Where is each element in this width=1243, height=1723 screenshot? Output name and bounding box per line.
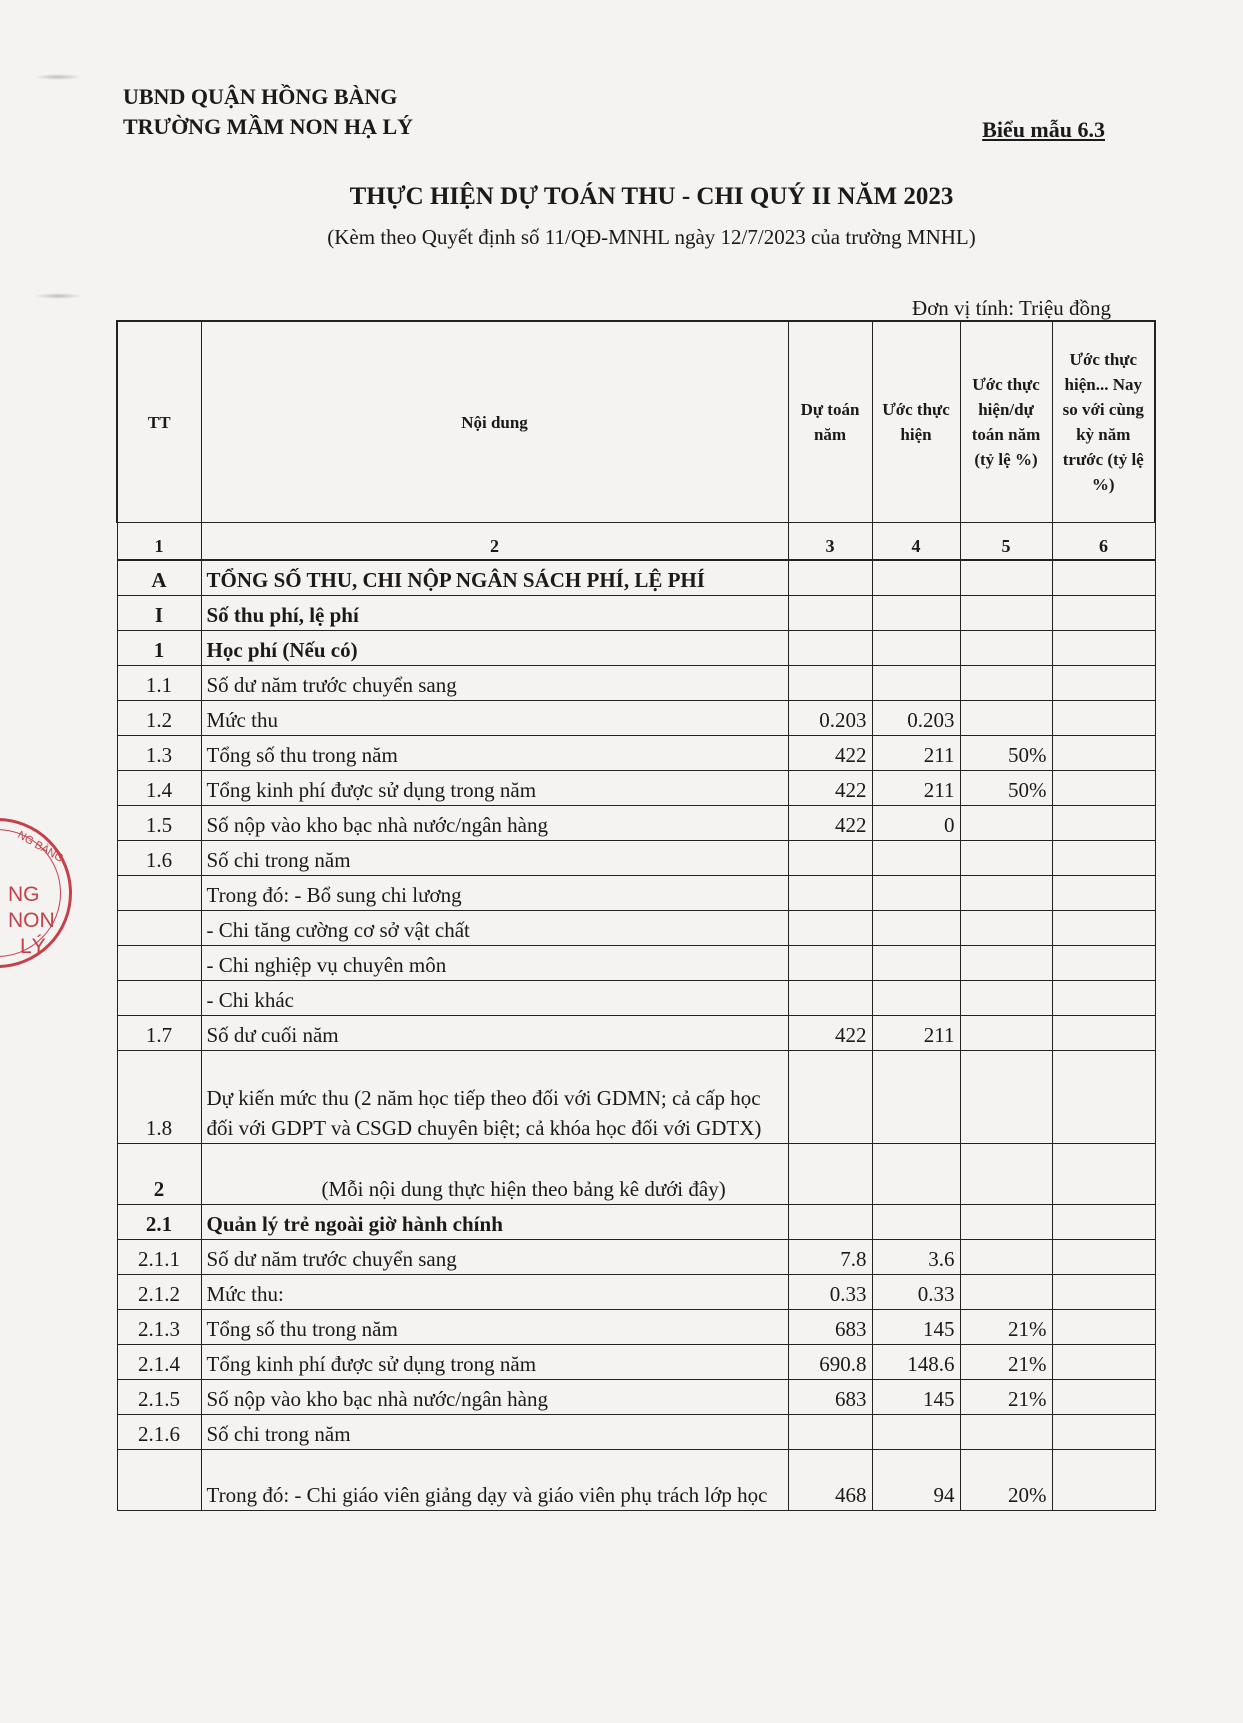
cell-budget: 690.8 xyxy=(788,1345,872,1380)
cell-yoy xyxy=(1052,1310,1155,1345)
cell-tt: 2.1.3 xyxy=(117,1310,201,1345)
cell-budget xyxy=(788,981,872,1016)
cell-tt: 2.1.6 xyxy=(117,1415,201,1450)
cell-ratio: 50% xyxy=(960,736,1052,771)
cell-tt: 2.1 xyxy=(117,1205,201,1240)
cell-tt: 1.5 xyxy=(117,806,201,841)
cell-yoy xyxy=(1052,1380,1155,1415)
budget-table xyxy=(116,320,1156,1511)
cell-content: Số chi trong năm xyxy=(201,1415,788,1450)
org-line-1: UBND QUẬN HỒNG BÀNG xyxy=(123,84,398,109)
cell-yoy xyxy=(1052,876,1155,911)
seal-text-line-1: NG xyxy=(8,883,40,906)
column-header-estimate: Ước thực hiện xyxy=(872,321,960,523)
table-row xyxy=(117,1415,1155,1450)
cell-estimate: 145 xyxy=(872,1310,960,1345)
table-row xyxy=(117,841,1155,876)
cell-content: Số nộp vào kho bạc nhà nước/ngân hàng xyxy=(201,806,788,841)
table-row xyxy=(117,1275,1155,1310)
cell-budget xyxy=(788,1205,872,1240)
cell-yoy xyxy=(1052,911,1155,946)
table-row xyxy=(117,1144,1155,1205)
cell-tt: 1.1 xyxy=(117,666,201,701)
cell-yoy xyxy=(1052,806,1155,841)
column-number: 2 xyxy=(201,523,788,561)
cell-budget xyxy=(788,666,872,701)
table-header-row xyxy=(117,321,1155,523)
cell-ratio xyxy=(960,1275,1052,1310)
cell-estimate xyxy=(872,946,960,981)
cell-yoy xyxy=(1052,1450,1155,1511)
cell-ratio xyxy=(960,1240,1052,1275)
cell-yoy xyxy=(1052,666,1155,701)
cell-content: Số dư năm trước chuyển sang xyxy=(201,1240,788,1275)
cell-ratio xyxy=(960,981,1052,1016)
cell-yoy xyxy=(1052,701,1155,736)
cell-yoy xyxy=(1052,946,1155,981)
column-header-content: Nội dung xyxy=(201,321,788,523)
column-number-row xyxy=(117,523,1155,561)
cell-ratio xyxy=(960,806,1052,841)
cell-tt: 1.4 xyxy=(117,771,201,806)
cell-tt: 2.1.2 xyxy=(117,1275,201,1310)
column-header-budget: Dự toán năm xyxy=(788,321,872,523)
cell-ratio xyxy=(960,841,1052,876)
cell-estimate: 0.33 xyxy=(872,1275,960,1310)
cell-budget xyxy=(788,876,872,911)
form-code: Biểu mẫu 6.3 xyxy=(982,117,1105,142)
seal-arc-text-top: NG BÀNG xyxy=(15,829,66,865)
cell-tt xyxy=(117,876,201,911)
cell-tt: 2 xyxy=(117,1144,201,1205)
cell-estimate: 0 xyxy=(872,806,960,841)
cell-estimate xyxy=(872,631,960,666)
cell-ratio xyxy=(960,1205,1052,1240)
cell-budget: 0.33 xyxy=(788,1275,872,1310)
table-row xyxy=(117,771,1155,806)
cell-ratio xyxy=(960,946,1052,981)
cell-estimate xyxy=(872,981,960,1016)
cell-content: Quản lý trẻ ngoài giờ hành chính xyxy=(201,1205,788,1240)
column-number: 6 xyxy=(1052,523,1155,561)
cell-tt: 2.1.4 xyxy=(117,1345,201,1380)
cell-ratio: 20% xyxy=(960,1450,1052,1511)
official-seal xyxy=(0,818,72,968)
table-row xyxy=(117,806,1155,841)
cell-budget xyxy=(788,1051,872,1144)
table-row xyxy=(117,876,1155,911)
cell-yoy xyxy=(1052,736,1155,771)
table-row xyxy=(117,1450,1155,1511)
cell-budget: 0.203 xyxy=(788,701,872,736)
table-row xyxy=(117,1051,1155,1144)
cell-ratio xyxy=(960,1144,1052,1205)
cell-content: Học phí (Nếu có) xyxy=(201,631,788,666)
cell-content: Số dư cuối năm xyxy=(201,1016,788,1051)
cell-estimate xyxy=(872,560,960,596)
cell-budget xyxy=(788,1144,872,1205)
cell-ratio: 50% xyxy=(960,771,1052,806)
cell-budget: 422 xyxy=(788,806,872,841)
cell-tt: 1 xyxy=(117,631,201,666)
cell-budget: 422 xyxy=(788,736,872,771)
cell-tt xyxy=(117,981,201,1016)
cell-ratio xyxy=(960,560,1052,596)
cell-yoy xyxy=(1052,771,1155,806)
seal-text-line-2: NON xyxy=(8,909,55,932)
organization-header xyxy=(123,82,413,142)
table-row xyxy=(117,1380,1155,1415)
cell-content: Mức thu xyxy=(201,701,788,736)
cell-yoy xyxy=(1052,596,1155,631)
cell-budget: 7.8 xyxy=(788,1240,872,1275)
cell-budget: 422 xyxy=(788,771,872,806)
cell-content: Trong đó: - Bổ sung chi lương xyxy=(201,876,788,911)
cell-ratio xyxy=(960,596,1052,631)
table-row xyxy=(117,981,1155,1016)
table-row xyxy=(117,1016,1155,1051)
cell-estimate: 3.6 xyxy=(872,1240,960,1275)
cell-content: Số nộp vào kho bạc nhà nước/ngân hàng xyxy=(201,1380,788,1415)
cell-ratio xyxy=(960,876,1052,911)
cell-tt: 1.7 xyxy=(117,1016,201,1051)
cell-content: (Mỗi nội dung thực hiện theo bảng kê dưới đây) xyxy=(201,1144,788,1205)
cell-content: Tổng số thu trong năm xyxy=(201,1310,788,1345)
cell-estimate: 148.6 xyxy=(872,1345,960,1380)
cell-yoy xyxy=(1052,981,1155,1016)
cell-ratio xyxy=(960,701,1052,736)
column-header-ratio: Ước thực hiện/dự toán năm (tỷ lệ %) xyxy=(960,321,1052,523)
cell-ratio xyxy=(960,666,1052,701)
table-row xyxy=(117,631,1155,666)
cell-yoy xyxy=(1052,1016,1155,1051)
table-row xyxy=(117,596,1155,631)
cell-yoy xyxy=(1052,1275,1155,1310)
cell-yoy xyxy=(1052,631,1155,666)
unit-label: Đơn vị tính: Triệu đồng xyxy=(912,296,1111,320)
cell-yoy xyxy=(1052,560,1155,596)
cell-yoy xyxy=(1052,1205,1155,1240)
cell-yoy xyxy=(1052,1144,1155,1205)
cell-content: - Chi nghiệp vụ chuyên môn xyxy=(201,946,788,981)
document-title: THỰC HIỆN DỰ TOÁN THU - CHI QUÝ II NĂM 2023 xyxy=(349,183,954,210)
table-row xyxy=(117,1205,1155,1240)
cell-ratio xyxy=(960,1016,1052,1051)
cell-content: Số thu phí, lệ phí xyxy=(201,596,788,631)
cell-budget xyxy=(788,946,872,981)
cell-estimate: 211 xyxy=(872,736,960,771)
cell-estimate xyxy=(872,1415,960,1450)
cell-content: Dự kiến mức thu (2 năm học tiếp theo đối với GDMN; cả cấp học đối với GDPT và CSGD chuyên biệt; cả khóa học đối với GDTX) xyxy=(201,1051,788,1144)
cell-yoy xyxy=(1052,1415,1155,1450)
cell-budget xyxy=(788,911,872,946)
cell-estimate: 211 xyxy=(872,1016,960,1051)
table-row xyxy=(117,736,1155,771)
cell-ratio xyxy=(960,631,1052,666)
column-header-tt: TT xyxy=(117,321,201,523)
cell-budget xyxy=(788,631,872,666)
table-row xyxy=(117,1345,1155,1380)
cell-budget: 683 xyxy=(788,1380,872,1415)
table-row xyxy=(117,666,1155,701)
column-number: 3 xyxy=(788,523,872,561)
cell-ratio: 21% xyxy=(960,1310,1052,1345)
table-row xyxy=(117,701,1155,736)
cell-estimate xyxy=(872,876,960,911)
cell-tt xyxy=(117,1450,201,1511)
cell-tt: 1.8 xyxy=(117,1051,201,1144)
cell-estimate xyxy=(872,596,960,631)
cell-estimate: 94 xyxy=(872,1450,960,1511)
table-row xyxy=(117,946,1155,981)
cell-budget xyxy=(788,596,872,631)
cell-content: TỔNG SỐ THU, CHI NỘP NGÂN SÁCH PHÍ, LỆ PHÍ xyxy=(201,560,788,596)
seal-text-line-3: LÝ xyxy=(20,935,46,958)
cell-yoy xyxy=(1052,1240,1155,1275)
cell-estimate xyxy=(872,1051,960,1144)
cell-tt xyxy=(117,946,201,981)
cell-budget xyxy=(788,841,872,876)
cell-tt: 2.1.5 xyxy=(117,1380,201,1415)
cell-estimate: 0.203 xyxy=(872,701,960,736)
cell-content: Số chi trong năm xyxy=(201,841,788,876)
cell-content: Tổng kinh phí được sử dụng trong năm xyxy=(201,771,788,806)
cell-tt: 1.6 xyxy=(117,841,201,876)
cell-yoy xyxy=(1052,1051,1155,1144)
cell-ratio: 21% xyxy=(960,1345,1052,1380)
cell-budget: 468 xyxy=(788,1450,872,1511)
cell-tt: A xyxy=(117,560,201,596)
scan-speck xyxy=(34,74,82,80)
cell-budget xyxy=(788,1415,872,1450)
column-number: 1 xyxy=(117,523,201,561)
cell-estimate xyxy=(872,1205,960,1240)
cell-tt: 2.1.1 xyxy=(117,1240,201,1275)
cell-estimate: 145 xyxy=(872,1380,960,1415)
cell-ratio: 21% xyxy=(960,1380,1052,1415)
cell-budget: 422 xyxy=(788,1016,872,1051)
scan-speck xyxy=(34,293,82,299)
cell-content: - Chi khác xyxy=(201,981,788,1016)
cell-content: Tổng số thu trong năm xyxy=(201,736,788,771)
cell-content: Trong đó: - Chi giáo viên giảng dạy và giáo viên phụ trách lớp học xyxy=(201,1450,788,1511)
cell-budget: 683 xyxy=(788,1310,872,1345)
cell-ratio xyxy=(960,1051,1052,1144)
column-number: 5 xyxy=(960,523,1052,561)
cell-estimate xyxy=(872,911,960,946)
table-row xyxy=(117,1240,1155,1275)
cell-tt: 1.3 xyxy=(117,736,201,771)
cell-tt: 1.2 xyxy=(117,701,201,736)
column-number: 4 xyxy=(872,523,960,561)
cell-ratio xyxy=(960,1415,1052,1450)
cell-estimate: 211 xyxy=(872,771,960,806)
cell-yoy xyxy=(1052,1345,1155,1380)
table-row xyxy=(117,1310,1155,1345)
table-row xyxy=(117,560,1155,596)
cell-content: Số dư năm trước chuyển sang xyxy=(201,666,788,701)
cell-estimate xyxy=(872,841,960,876)
cell-ratio xyxy=(960,911,1052,946)
cell-budget xyxy=(788,560,872,596)
cell-yoy xyxy=(1052,841,1155,876)
cell-tt: I xyxy=(117,596,201,631)
org-line-2: TRƯỜNG MẦM NON HẠ LÝ xyxy=(123,114,414,139)
table-row xyxy=(117,911,1155,946)
cell-tt xyxy=(117,911,201,946)
cell-content: - Chi tăng cường cơ sở vật chất xyxy=(201,911,788,946)
column-header-yoy: Ước thực hiện... Nay so với cùng kỳ năm trước (tỷ lệ %) xyxy=(1052,321,1155,523)
document-subtitle: (Kèm theo Quyết định số 11/QĐ-MNHL ngày 12/7/2023 của trường MNHL) xyxy=(327,225,976,249)
cell-estimate xyxy=(872,1144,960,1205)
cell-content: Mức thu: xyxy=(201,1275,788,1310)
cell-estimate xyxy=(872,666,960,701)
cell-content: Tổng kinh phí được sử dụng trong năm xyxy=(201,1345,788,1380)
